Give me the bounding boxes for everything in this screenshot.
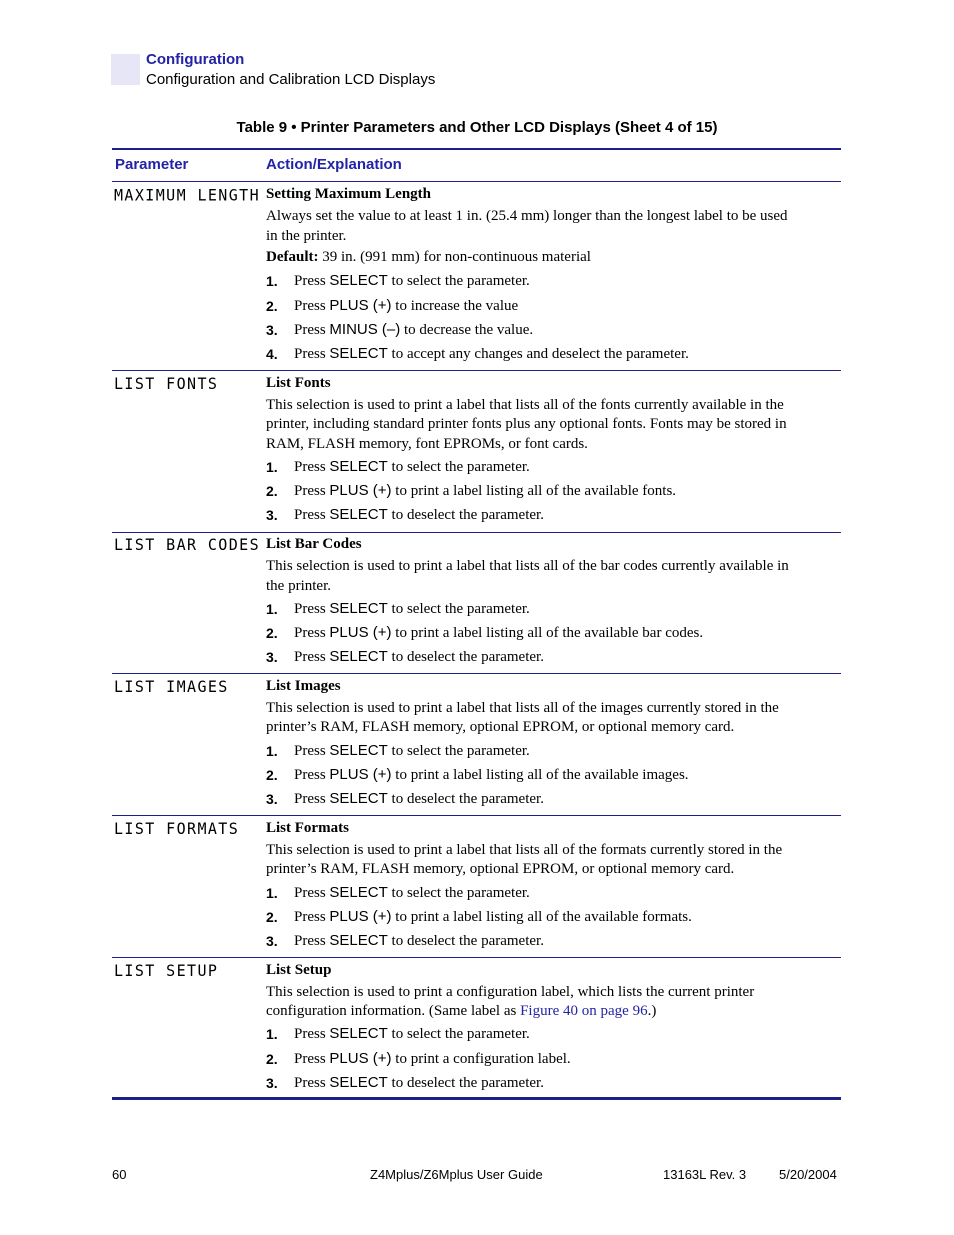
step-number: 4. — [266, 346, 278, 362]
row-divider — [112, 957, 841, 958]
step-text: Press PLUS (+) to increase the value — [294, 297, 519, 314]
step-number: 3. — [266, 649, 278, 665]
step-number: 2. — [266, 483, 278, 499]
row-title: List Formats — [266, 820, 349, 836]
row-description: printer’s RAM, FLASH memory, optional EPROM, or optional memory card. — [266, 719, 735, 735]
revision: 13163L Rev. 3 — [663, 1167, 747, 1182]
row-divider — [112, 815, 841, 816]
row-description: This selection is used to print a label that lists all of the formats currently stored in the — [266, 842, 783, 858]
row-divider — [112, 370, 841, 371]
column-header-parameter: Parameter — [115, 156, 189, 173]
step-text: Press SELECT to deselect the parameter. — [294, 1074, 544, 1091]
default-value: 39 in. (991 mm) for non-continuous material — [318, 249, 591, 265]
row-description: printer, including standard printer fonts plus any optional fonts. Fonts may be stored in — [266, 416, 787, 432]
row-title: List Bar Codes — [266, 536, 362, 552]
lcd-parameter: LIST FORMATS — [114, 819, 240, 839]
guide-title: Z4Mplus/Z6Mplus User Guide — [370, 1167, 543, 1182]
table-title: Table 9 • Printer Parameters and Other LCD Displays (Sheet 4 of 15) — [236, 119, 718, 136]
step-number: 2. — [266, 767, 278, 783]
step-text: Press SELECT to select the parameter. — [294, 600, 530, 617]
step-number: 2. — [266, 909, 278, 925]
row-description: This selection is used to print a label that lists all of the images currently stored in the — [266, 700, 779, 716]
row-title: List Setup — [266, 962, 332, 978]
step-text: Press SELECT to select the parameter. — [294, 742, 530, 759]
step-number: 3. — [266, 1075, 278, 1091]
lcd-parameter: LIST IMAGES — [114, 677, 229, 697]
lcd-parameter: MAXIMUM LENGTH — [114, 185, 261, 205]
step-text: Press SELECT to deselect the parameter. — [294, 790, 544, 807]
step-text: Press PLUS (+) to print a label listing all of the available fonts. — [294, 482, 677, 499]
step-number: 1. — [266, 459, 278, 475]
row-title: Setting Maximum Length — [266, 186, 431, 202]
step-text: Press PLUS (+) to print a label listing all of the available formats. — [294, 908, 692, 925]
default-note — [266, 247, 591, 267]
lcd-parameter: LIST SETUP — [114, 961, 219, 981]
step-text: Press SELECT to deselect the parameter. — [294, 648, 544, 665]
step-text: Press SELECT to accept any changes and deselect the parameter. — [294, 345, 689, 362]
step-text: Press SELECT to select the parameter. — [294, 272, 530, 289]
step-text: Press PLUS (+) to print a label listing all of the available bar codes. — [294, 624, 704, 641]
step-number: 1. — [266, 885, 278, 901]
table-bottom-rule — [112, 1097, 841, 1100]
step-number: 2. — [266, 625, 278, 641]
row-description: printer’s RAM, FLASH memory, optional EPROM, or optional memory card. — [266, 861, 735, 877]
row-divider — [112, 532, 841, 533]
row-divider — [112, 673, 841, 674]
step-number: 2. — [266, 298, 278, 314]
step-number: 3. — [266, 933, 278, 949]
column-header-action: Action/Explanation — [266, 156, 402, 173]
row-description: Always set the value to at least 1 in. (25.4 mm) longer than the longest label to be used — [266, 208, 788, 224]
row-description: RAM, FLASH memory, font EPROMs, or font cards. — [266, 436, 588, 452]
table-top-rule — [112, 148, 841, 150]
step-text: Press PLUS (+) to print a label listing all of the available images. — [294, 766, 689, 783]
step-number: 1. — [266, 601, 278, 617]
step-number: 1. — [266, 1026, 278, 1042]
row-description: the printer. — [266, 578, 331, 594]
lcd-parameter: LIST BAR CODES — [114, 535, 261, 555]
step-text: Press MINUS (–) to decrease the value. — [294, 321, 534, 338]
step-number: 2. — [266, 1051, 278, 1067]
figure-link[interactable]: Figure 40 on page 96 — [520, 1003, 648, 1019]
step-text: Press PLUS (+) to print a configuration label. — [294, 1050, 571, 1067]
header-rule — [112, 181, 841, 182]
lcd-parameter: LIST FONTS — [114, 374, 219, 394]
date: 5/20/2004 — [779, 1167, 837, 1182]
step-number: 1. — [266, 273, 278, 289]
step-text: Press SELECT to select the parameter. — [294, 884, 530, 901]
step-text: Press SELECT to deselect the parameter. — [294, 506, 544, 523]
step-number: 3. — [266, 507, 278, 523]
section-title: Configuration — [146, 51, 245, 68]
step-number: 1. — [266, 743, 278, 759]
step-number: 3. — [266, 322, 278, 338]
step-text: Press SELECT to select the parameter. — [294, 458, 530, 475]
row-description: This selection is used to print a label that lists all of the bar codes currently available in — [266, 558, 789, 574]
row-description: configuration information. (Same label as Figure 40 on page 96.) — [266, 1003, 657, 1019]
step-number: 3. — [266, 791, 278, 807]
row-description: This selection is used to print a label that lists all of the fonts currently available in the — [266, 397, 784, 413]
row-description: This selection is used to print a configuration label, which lists the current printer — [266, 984, 755, 1000]
default-label: Default: — [266, 249, 319, 265]
subsection-title: Configuration and Calibration LCD Displays — [146, 71, 436, 88]
row-title: List Fonts — [266, 375, 331, 391]
step-text: Press SELECT to deselect the parameter. — [294, 932, 544, 949]
step-text: Press SELECT to select the parameter. — [294, 1025, 530, 1042]
row-description: in the printer. — [266, 228, 347, 244]
row-title: List Images — [266, 678, 341, 694]
page-number: 60 — [112, 1167, 127, 1182]
header-marker — [111, 54, 140, 85]
